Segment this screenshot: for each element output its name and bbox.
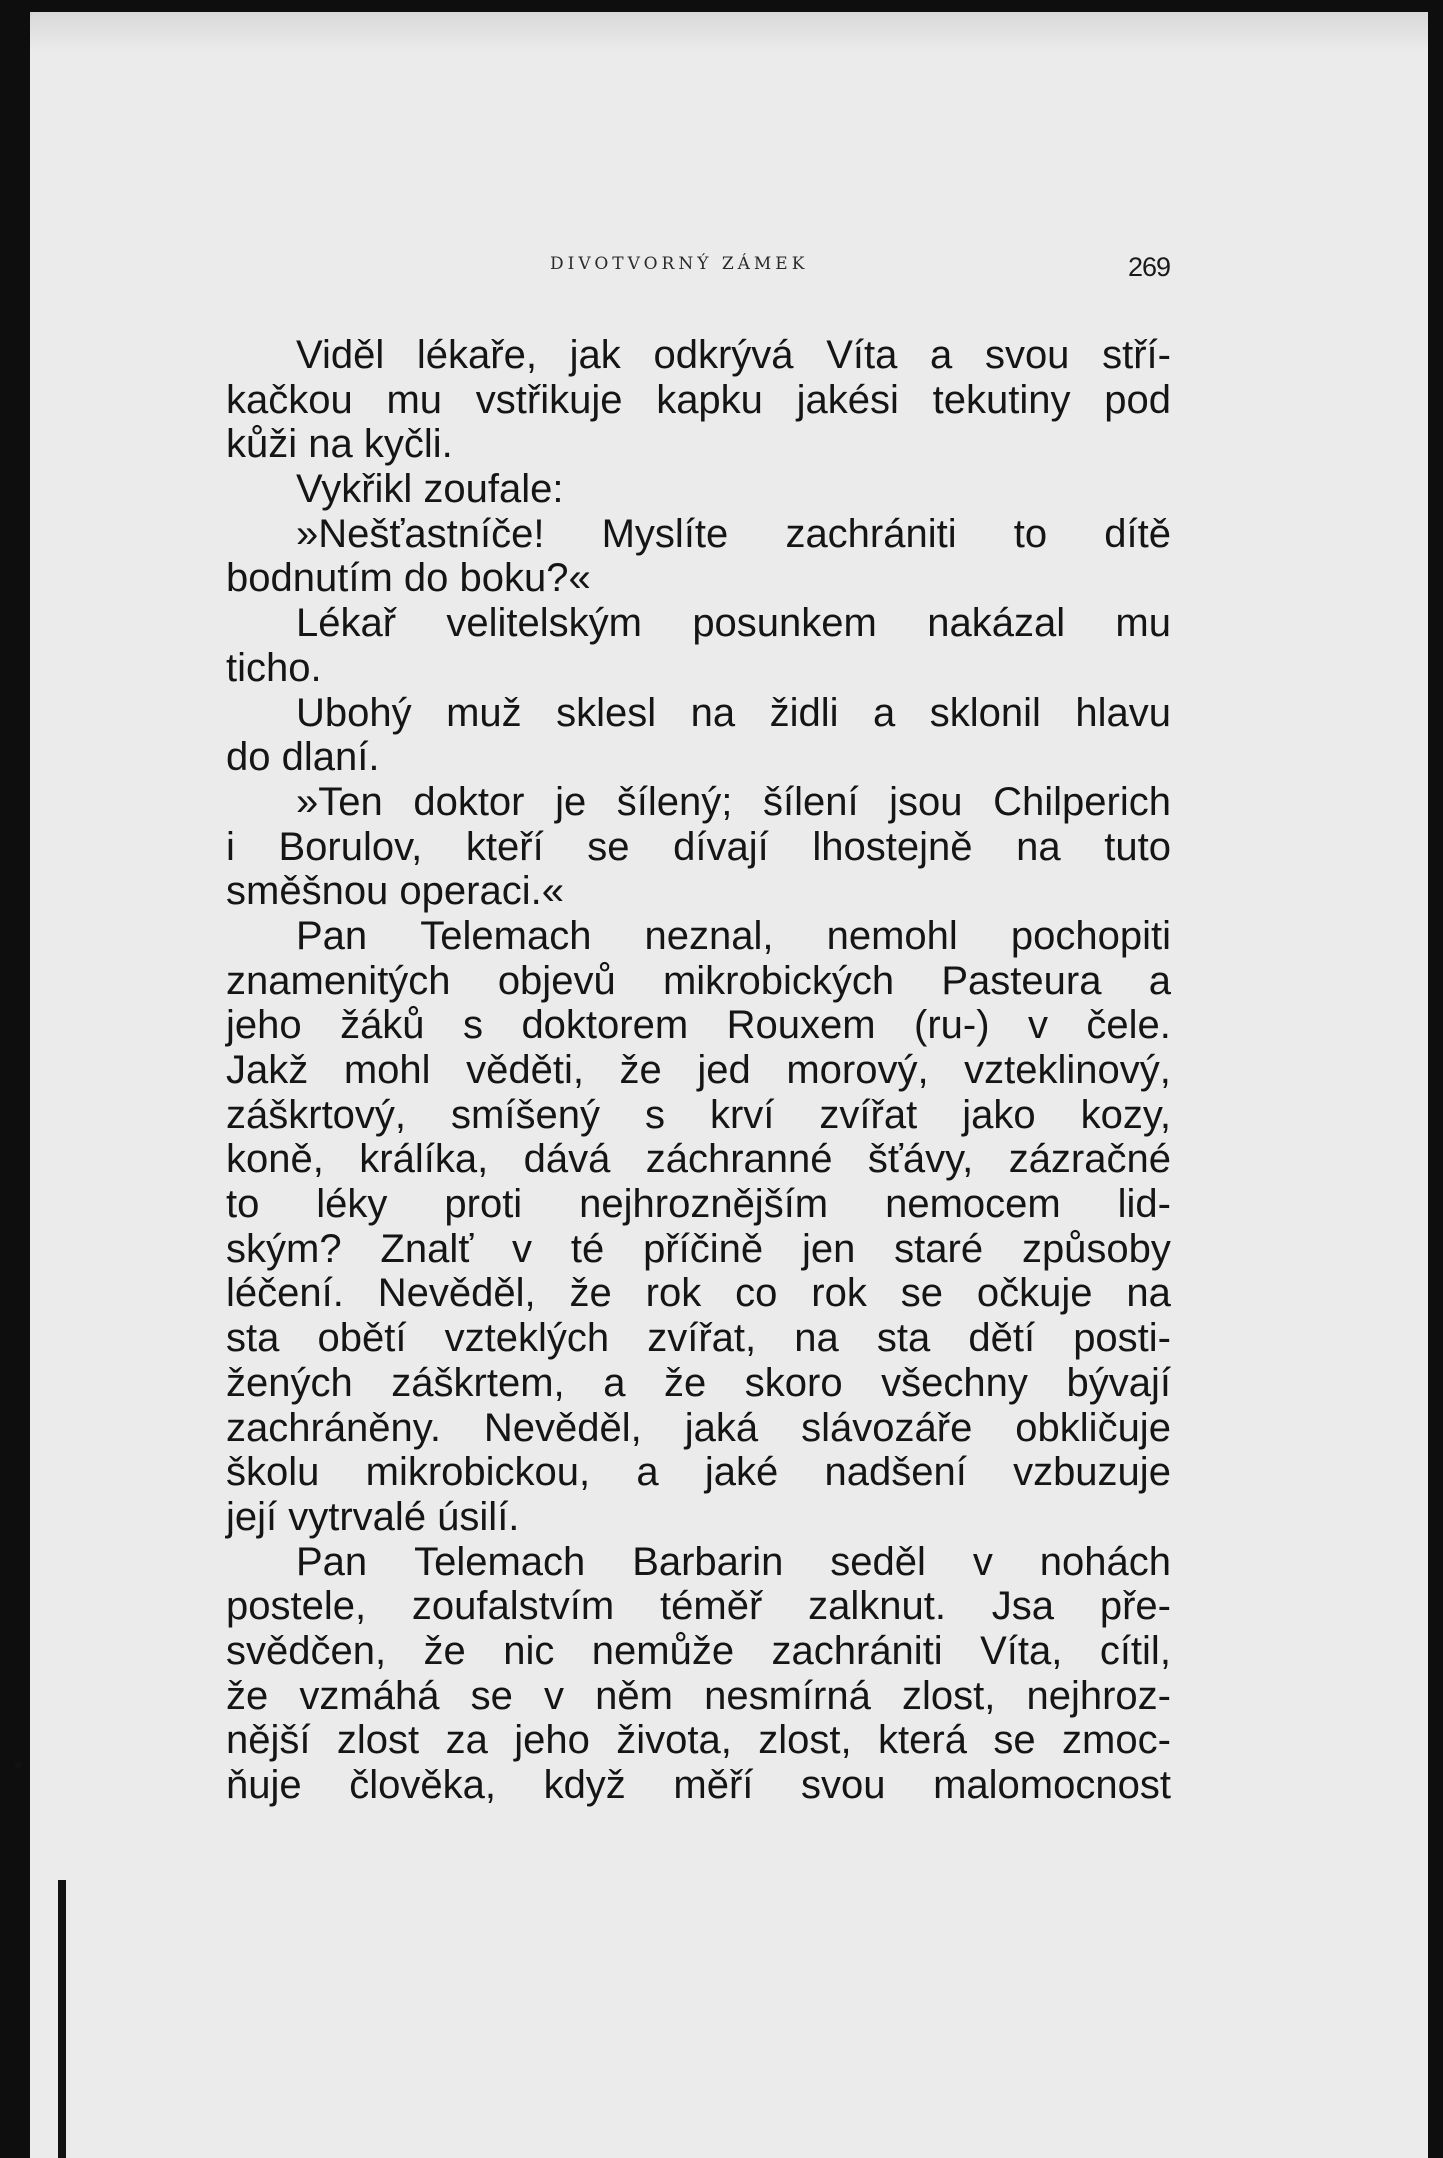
word: morový,	[786, 1048, 929, 1092]
word: vzbuzuje	[1013, 1450, 1171, 1495]
word: a	[930, 333, 953, 377]
word: nic	[503, 1628, 555, 1673]
word: slávozáře	[801, 1405, 973, 1450]
word: mu	[386, 377, 443, 422]
word: která	[878, 1718, 967, 1763]
word: zlost,	[901, 1673, 996, 1718]
margin-mark	[14, 1762, 22, 1768]
word: s	[644, 1092, 665, 1137]
word: kozy,	[1080, 1092, 1171, 1137]
word: skoro	[744, 1360, 843, 1405]
word: v	[1027, 1003, 1048, 1048]
word: jaká	[684, 1405, 759, 1450]
text-line-words	[296, 512, 1171, 557]
word: malomocnost	[933, 1763, 1171, 1807]
word: způsoby	[1021, 1226, 1171, 1271]
text-line-words	[226, 1718, 1171, 1763]
word: na	[1126, 1271, 1171, 1316]
word: stří-	[1102, 333, 1171, 377]
running-title: DIVOTVORNÝ ZÁMEK	[550, 254, 809, 274]
text-line-words	[296, 691, 1171, 736]
text-line-words	[226, 1674, 1171, 1719]
word: Pan	[296, 913, 368, 958]
word: postele,	[226, 1584, 367, 1629]
word: velitelským	[446, 601, 642, 646]
text-line-words	[296, 601, 1171, 646]
word: židli	[769, 690, 839, 735]
word: vstřikuje	[475, 377, 623, 422]
word: zvířat	[819, 1092, 918, 1137]
word: jsou	[889, 779, 963, 824]
text-line: Vykřikl zoufale:	[296, 467, 564, 512]
text-line	[226, 1540, 1171, 1585]
word: nadšení	[824, 1450, 967, 1495]
word: Víta	[826, 333, 898, 377]
word: nější	[226, 1718, 311, 1763]
text-line	[226, 1584, 1171, 1629]
word: léky	[316, 1182, 388, 1227]
word: nesmírná	[704, 1673, 871, 1718]
word: zachrániti	[771, 1628, 943, 1673]
word: rok	[811, 1271, 867, 1316]
word: Lékař	[296, 601, 397, 646]
word: posunkem	[692, 601, 877, 646]
text-line	[226, 1316, 1171, 1361]
word: zvířat,	[647, 1316, 757, 1361]
word: dívají	[673, 824, 769, 869]
word: záškrtový,	[226, 1092, 407, 1137]
word: kteří	[465, 824, 544, 869]
word: když	[543, 1763, 626, 1807]
word: ňuje	[226, 1763, 302, 1807]
word: co	[735, 1271, 778, 1316]
text-line-words	[226, 959, 1171, 1004]
word: Znalť	[380, 1226, 474, 1271]
word: pochopiti	[1010, 913, 1171, 958]
word: zlost	[336, 1718, 420, 1763]
word: nohách	[1039, 1539, 1171, 1584]
word: že	[664, 1360, 707, 1405]
word: šílení	[762, 779, 859, 824]
word: jeho	[226, 1003, 302, 1048]
word: dětí	[968, 1316, 1036, 1361]
word: Viděl	[296, 333, 385, 377]
word: jako	[962, 1092, 1036, 1137]
word: rok	[645, 1271, 702, 1316]
text-line-words	[226, 1093, 1171, 1138]
word: proti	[444, 1182, 523, 1227]
text-line-words	[296, 1540, 1171, 1585]
word: v	[972, 1539, 993, 1584]
word: Myslíte	[601, 511, 729, 556]
word: zázračné	[1008, 1137, 1171, 1182]
word: na	[1016, 824, 1061, 869]
text-line	[226, 1629, 1171, 1674]
text-line	[226, 1048, 1171, 1093]
text-line-words	[226, 1316, 1171, 1361]
word: a	[636, 1450, 659, 1495]
word: se	[993, 1718, 1036, 1763]
word: i	[226, 824, 235, 869]
word: mikrobických	[662, 958, 895, 1003]
word: Barbarin	[632, 1539, 784, 1584]
word: zmoc-	[1062, 1718, 1171, 1763]
word: šílený;	[616, 779, 733, 824]
text-line	[226, 1361, 1171, 1406]
text-line-words	[226, 1406, 1171, 1451]
text-line-words	[226, 1629, 1171, 1674]
word: vzteklinový,	[964, 1048, 1171, 1092]
text-line-words	[226, 1003, 1171, 1048]
word: nejhroz-	[1026, 1673, 1171, 1718]
word: krví	[709, 1092, 775, 1137]
word: sta	[226, 1316, 280, 1361]
word: vzmáhá	[299, 1673, 440, 1718]
word: nemůže	[591, 1628, 735, 1673]
word: člověka,	[349, 1763, 496, 1807]
word: věděti,	[466, 1048, 584, 1092]
word: školu	[226, 1450, 320, 1495]
word: jakési	[796, 377, 899, 422]
word: tuto	[1104, 824, 1171, 869]
word: nejhroznějším	[579, 1182, 829, 1227]
word: smíšený	[451, 1092, 600, 1137]
word: a	[603, 1360, 626, 1405]
word: Nevěděl,	[483, 1405, 642, 1450]
word: je	[555, 779, 587, 824]
text-line	[226, 1763, 1171, 1808]
word: svou	[801, 1763, 886, 1807]
word: na	[794, 1316, 839, 1361]
word: léčení.	[226, 1271, 344, 1316]
word: pře-	[1099, 1584, 1171, 1629]
word: ským?	[226, 1226, 342, 1271]
word: záchranné	[645, 1137, 833, 1182]
word: dává	[523, 1137, 611, 1182]
text-line	[226, 959, 1171, 1004]
text-line	[226, 512, 1171, 557]
text-line-words	[226, 825, 1171, 870]
word: Pasteura	[941, 958, 1102, 1003]
word: doktor	[413, 779, 525, 824]
text-line-words	[226, 1227, 1171, 1272]
word: posti-	[1073, 1316, 1171, 1361]
text-line	[226, 825, 1171, 870]
word: v	[543, 1673, 564, 1718]
text-line	[226, 691, 1171, 736]
word: cítil,	[1099, 1628, 1171, 1673]
text-line: kůži na kyčli.	[226, 422, 453, 467]
text-line	[226, 1271, 1171, 1316]
text-line	[226, 1674, 1171, 1719]
text-line-words	[296, 780, 1171, 825]
word: obkličuje	[1015, 1405, 1171, 1450]
word: jeho	[514, 1718, 590, 1763]
word: obětí	[317, 1316, 407, 1361]
word: jen	[801, 1226, 856, 1271]
word: očkuje	[976, 1271, 1093, 1316]
word: příčině	[643, 1226, 764, 1271]
word: života,	[616, 1718, 732, 1763]
binding-edge	[58, 1880, 66, 2158]
word: jak	[569, 333, 621, 377]
text-line	[226, 1137, 1171, 1182]
word: Víta,	[980, 1628, 1063, 1673]
word: nemocem	[885, 1182, 1061, 1227]
word: bývají	[1066, 1360, 1171, 1405]
word: že	[619, 1048, 662, 1092]
text-line: do dlaní.	[226, 735, 380, 780]
word: Nevěděl,	[377, 1271, 536, 1316]
text-line	[226, 333, 1171, 378]
word: nakázal	[927, 601, 1066, 646]
word: lékaře,	[416, 333, 537, 377]
word: pod	[1104, 377, 1171, 422]
text-line	[226, 378, 1171, 423]
text-line	[226, 914, 1171, 959]
word: Jakž	[226, 1048, 309, 1092]
word: lid-	[1117, 1182, 1171, 1227]
word: to	[226, 1182, 260, 1227]
word: to	[1013, 511, 1048, 556]
word: měří	[673, 1763, 754, 1807]
text-line	[226, 1093, 1171, 1138]
word: »Ten	[296, 779, 383, 824]
word: se	[587, 824, 630, 869]
word: záškrtem,	[391, 1360, 565, 1405]
text-line-words	[226, 1763, 1171, 1808]
word: Ubohý	[296, 690, 412, 735]
word: dítě	[1104, 511, 1171, 556]
text-line	[226, 1182, 1171, 1227]
word: jed	[697, 1048, 751, 1092]
word: zalknut.	[808, 1584, 946, 1629]
text-line	[226, 1406, 1171, 1451]
word: Jsa	[991, 1584, 1055, 1629]
word: znamenitých	[226, 958, 451, 1003]
word: zlost,	[758, 1718, 852, 1763]
text-line: její vytrvalé úsilí.	[226, 1494, 520, 1539]
word: zoufalstvím	[411, 1584, 615, 1629]
word: mu	[1115, 601, 1171, 646]
word: vzteklých	[444, 1316, 610, 1361]
word: nemohl	[826, 913, 958, 958]
word: Chilperich	[993, 779, 1171, 824]
word: Telemach	[414, 1539, 586, 1584]
word: muž	[446, 690, 522, 735]
word: a	[872, 690, 896, 735]
word: svou	[984, 333, 1070, 377]
word: s	[463, 1003, 483, 1048]
word: sta	[876, 1316, 931, 1361]
text-line	[226, 1227, 1171, 1272]
word: kapku	[656, 377, 763, 422]
word: sklesl	[556, 690, 657, 735]
text-line	[226, 601, 1171, 646]
word: čele.	[1086, 1003, 1171, 1048]
word: že	[226, 1673, 269, 1718]
body-text	[226, 333, 1171, 1808]
word: staré	[894, 1226, 984, 1271]
word: Pan	[296, 1539, 368, 1584]
word: všechny	[881, 1360, 1028, 1405]
word: tekutiny	[932, 377, 1071, 422]
word: té	[570, 1226, 605, 1271]
word: a	[1148, 958, 1171, 1003]
text-line: bodnutím do boku?«	[226, 556, 591, 601]
text-line-words	[226, 1450, 1171, 1495]
word: v	[512, 1226, 533, 1271]
word: že	[569, 1271, 612, 1316]
text-line	[226, 780, 1171, 825]
word: se	[470, 1673, 513, 1718]
text-line-words	[296, 914, 1171, 959]
word: kačkou	[226, 377, 353, 422]
word: lhostejně	[812, 824, 973, 869]
word: mikrobickou,	[365, 1450, 591, 1495]
word: zachrániti	[785, 511, 957, 556]
page-top-shadow	[30, 12, 1428, 52]
text-line-words	[226, 1137, 1171, 1182]
word: že	[423, 1628, 466, 1673]
text-line-words	[226, 378, 1171, 423]
text-line	[226, 1003, 1171, 1048]
word: šťávy,	[867, 1137, 974, 1182]
word: objevů	[497, 958, 616, 1003]
word: žáků	[340, 1003, 425, 1048]
word: neznal,	[644, 913, 774, 958]
word: odkrývá	[653, 333, 794, 377]
word: králíka,	[359, 1137, 489, 1182]
word: seděl	[830, 1539, 926, 1584]
word: žených	[226, 1360, 353, 1405]
word: mohl	[343, 1048, 431, 1092]
word: Telemach	[420, 913, 592, 958]
word: koně,	[226, 1137, 324, 1182]
word: Rouxem	[726, 1003, 876, 1048]
text-line-words	[226, 1271, 1171, 1316]
word: téměř	[660, 1584, 763, 1629]
word: jaké	[704, 1450, 779, 1495]
text-line-words	[226, 1048, 1171, 1093]
word: něm	[595, 1673, 673, 1718]
word: Borulov,	[278, 824, 423, 869]
word: (ru-)	[914, 1003, 990, 1048]
word: zachráněny.	[226, 1405, 441, 1450]
word: doktorem	[521, 1003, 689, 1048]
word: na	[690, 690, 736, 735]
word: hlavu	[1075, 690, 1171, 735]
word: svědčen,	[226, 1628, 387, 1673]
word: »Nešťastníče!	[296, 511, 545, 556]
page-number: 269	[1128, 252, 1171, 282]
text-line-words	[226, 1361, 1171, 1406]
word: sklonil	[929, 690, 1041, 735]
text-line	[226, 1718, 1171, 1763]
text-line-words	[226, 1182, 1171, 1227]
text-line-words	[226, 1584, 1171, 1629]
text-line: ticho.	[226, 645, 322, 690]
word: za	[445, 1718, 488, 1763]
text-line-words	[296, 333, 1171, 378]
text-line: směšnou operaci.«	[226, 869, 564, 914]
text-line	[226, 1450, 1171, 1495]
word: se	[900, 1271, 943, 1316]
